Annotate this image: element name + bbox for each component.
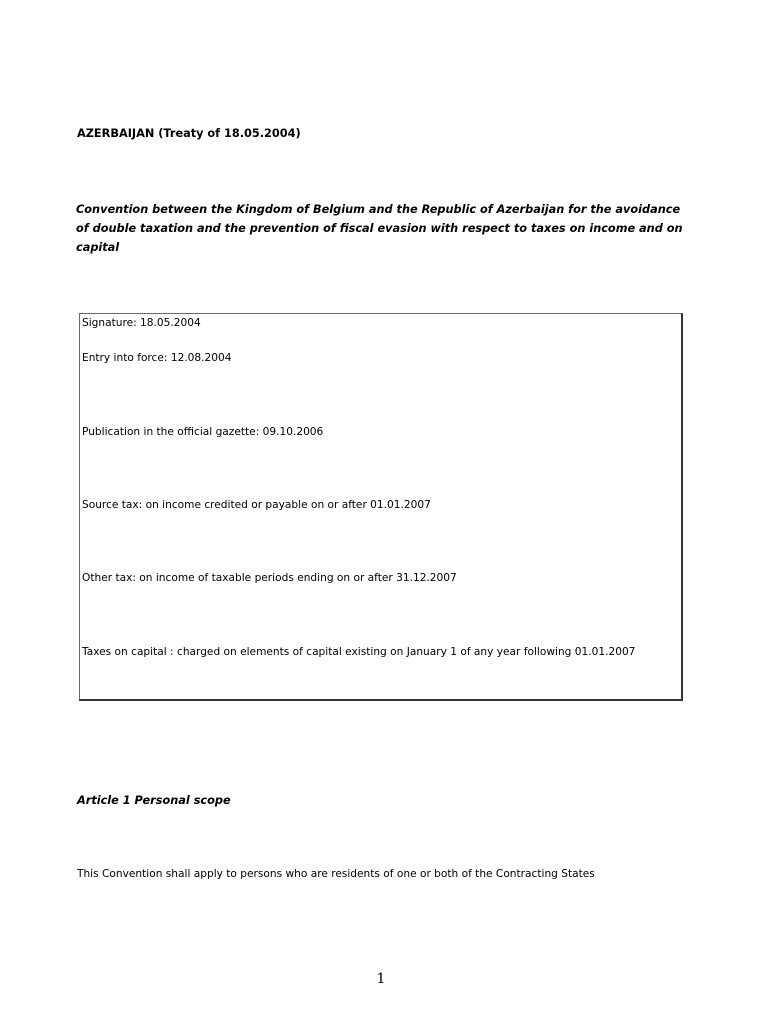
- article-1-text: This Convention shall apply to persons who are residents of one or both of the Contracting States: [77, 868, 595, 880]
- signature-date: Signature: 18.05.2004: [82, 317, 201, 329]
- page-number: 1: [376, 971, 386, 987]
- publication-date: Publication in the official gazette: 09.10.2006: [82, 426, 324, 438]
- entry-into-force-date: Entry into force: 12.08.2004: [82, 352, 232, 364]
- treaty-info-box: [79, 313, 683, 701]
- convention-title: Convention between the Kingdom of Belgium and the Republic of Azerbaijan for the avoidance of double taxation and the prevention of fiscal evasion with respect to taxes on income and on capital: [76, 203, 683, 254]
- other-tax-info: Other tax: on income of taxable periods ending on or after 31.12.2007: [82, 572, 457, 584]
- source-tax-info: Source tax: on income credited or payable on or after 01.01.2007: [82, 499, 431, 511]
- taxes-on-capital-info: Taxes on capital : charged on elements of capital existing on January 1 of any year following 01.01.2007: [82, 646, 636, 658]
- document-heading: AZERBAIJAN (Treaty of 18.05.2004): [77, 127, 301, 140]
- article-1-title: Article 1 Personal scope: [77, 794, 231, 807]
